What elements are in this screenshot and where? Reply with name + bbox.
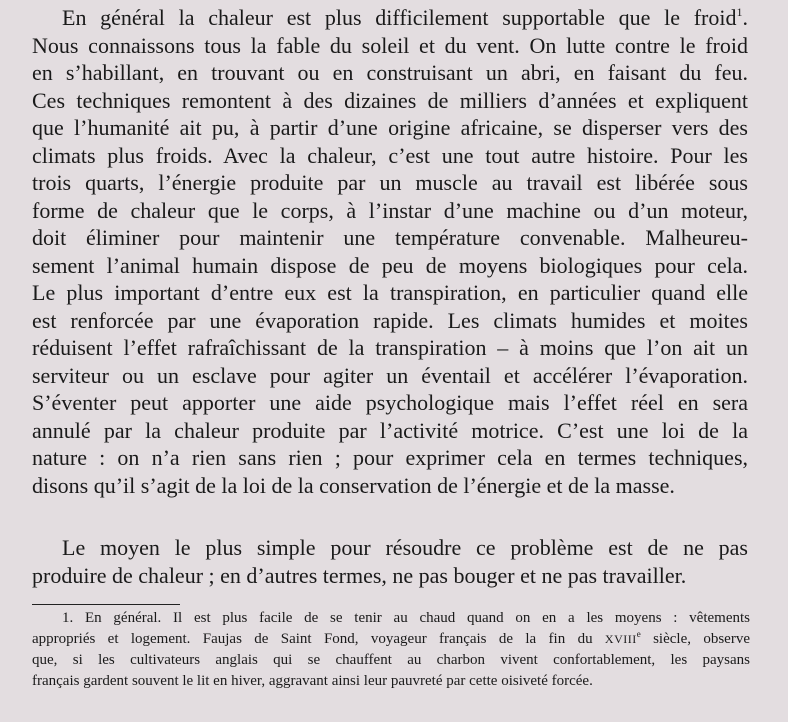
- footnote-text: siècle, observe: [640, 631, 750, 647]
- text-line: Nous connaissons tous la fable du soleil et du vent. On lutte contre le froid: [32, 32, 748, 58]
- text-line: Ces techniques remontent à des dizaines de milliers d’années et expliquent: [32, 87, 748, 113]
- text-line: doit éliminer pour maintenir une température convenable. Malheureu-: [32, 225, 748, 250]
- footnote-line: français gardent souvent le lit en hiver, aggravant ainsi leur pauvreté par cette oisiveté forcée.: [32, 673, 593, 689]
- footnote-line: que, si les cultivateurs anglais qui se chauffent au charbon vivent confortablement, les paysans: [32, 652, 750, 668]
- century-superscript: e: [636, 629, 641, 639]
- footnote-reference[interactable]: 1: [736, 5, 743, 19]
- body-paragraph-2: [32, 534, 748, 589]
- text-line: produire de chaleur ; en d’autres termes, ne pas bouger et ne pas travailler.: [32, 562, 687, 588]
- text-line: Le moyen le plus simple pour résoudre ce problème est de ne pas: [62, 535, 748, 560]
- text-line: serviteur ou un esclave pour agiter un éventail et accélérer l’évaporation.: [32, 362, 748, 388]
- text-line-punctuation: .: [742, 5, 748, 30]
- text-line: S’éventer peut apporter une aide psychologique mais l’effet réel en sera: [32, 390, 748, 415]
- text-line: [32, 4, 748, 32]
- footnote-number: 1.: [62, 610, 74, 626]
- text-line: nature : on n’a rien sans rien ; pour exprimer cela en termes techniques,: [32, 445, 748, 470]
- text-line: disons qu’il s’agit de la loi de la conservation de l’énergie et de la masse.: [32, 472, 675, 498]
- footnote-separator: [32, 604, 180, 605]
- text-line-content: En général la chaleur est plus difficilement supportable que le froid: [62, 5, 737, 30]
- text-line: Le plus important d’entre eux est la transpiration, en particulier quand elle: [32, 280, 748, 305]
- body-paragraph-1: [32, 4, 748, 499]
- century-numeral: XVIII: [604, 632, 637, 646]
- text-line: forme de chaleur que le corps, à l’instar d’une machine ou d’un moteur,: [32, 197, 748, 223]
- text-line: est renforcée par une évaporation rapide. Les climats humides et moites: [32, 307, 748, 333]
- text-line: sement l’animal humain dispose de peu de moyens biologiques pour cela.: [32, 252, 748, 278]
- footnote-text: En général. Il est plus facile de se tenir au chaud quand on en a les moyens : vêtements: [85, 610, 751, 626]
- footnote-line: [32, 608, 750, 629]
- footnote-line: [32, 629, 750, 650]
- text-line: en s’habillant, en trouvant ou en construisant un abri, en faisant du feu.: [32, 60, 748, 85]
- text-line: climats plus froids. Avec la chaleur, c’est une tout autre histoire. Pour les: [32, 142, 748, 168]
- text-line: trois quarts, l’énergie produite par un muscle au travail est libérée sous: [32, 170, 748, 195]
- text-line: annulé par la chaleur produite par l’activité motrice. C’est une loi de la: [32, 417, 748, 443]
- text-line: que l’humanité ait pu, à partir d’une origine africaine, se disperser vers des: [32, 115, 748, 140]
- footnote: [32, 608, 750, 692]
- text-line: réduisent l’effet rafraîchissant de la transpiration – à moins que l’on ait un: [32, 335, 748, 360]
- footnote-text: appropriés et logement. Faujas de Saint Fond, voyageur français de la fin du: [32, 631, 605, 647]
